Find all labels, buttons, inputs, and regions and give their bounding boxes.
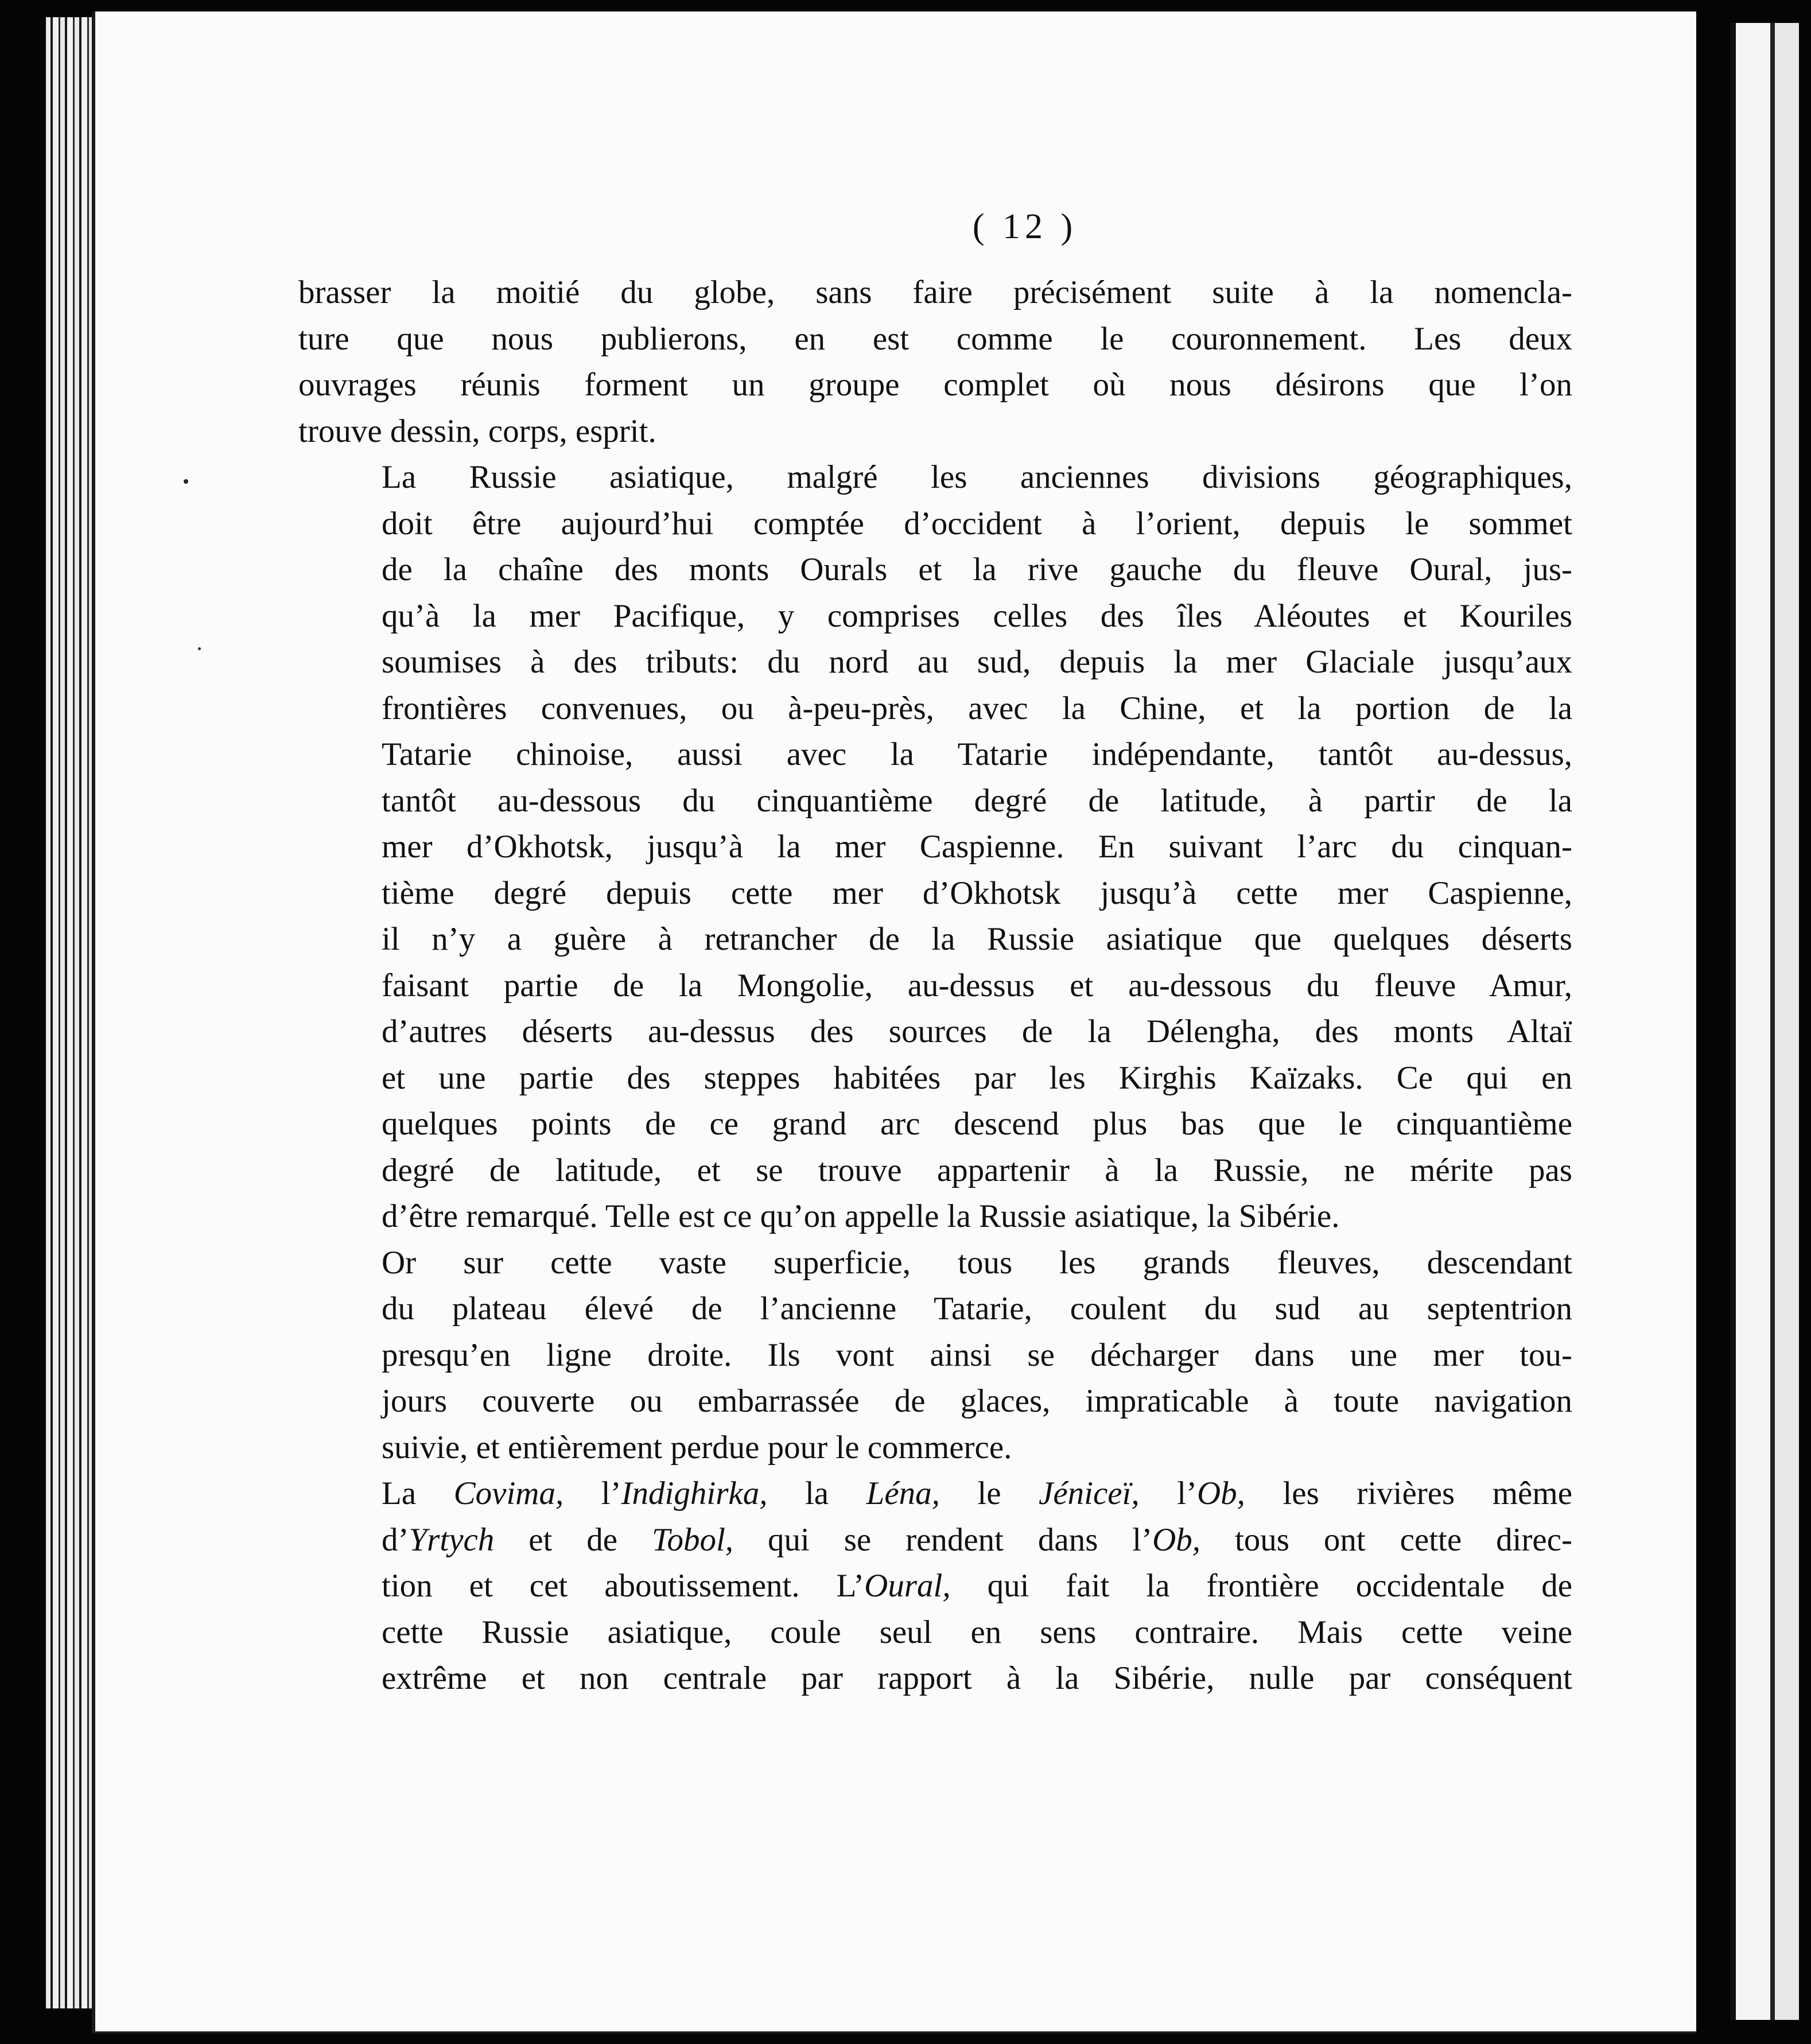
paragraph [298,1471,1572,1702]
text-run: les rivières même [1245,1475,1572,1511]
text-line: d’être remarqué. Telle est ce qu’on appelle la Russie asiatique, la Sibérie. [382,1198,1340,1234]
text-line [298,1656,1572,1702]
text-run: qui se rendent dans l’ [733,1521,1153,1558]
text-line: frontières convenues, ou à-peu-près, avec la Chine, et la portion de la [382,690,1572,726]
text-line: trouve dessin, corps, esprit. [298,413,656,449]
text-run: et de [494,1521,652,1558]
text-line: suivie, et entièrement perdue pour le commerce. [382,1429,1012,1466]
paragraph [298,1240,1572,1471]
text-line [298,1563,1572,1610]
next-leaf-edge [1730,23,1799,2020]
text-line: soumises à des tributs: du nord au sud, depuis la mer Glaciale jusqu’aux [382,644,1572,680]
text-line: ouvrages réunis forment un groupe complet où nous désirons que l’on [298,367,1572,403]
scan-speck [184,479,188,484]
text-line: jours couverte ou embarrassée de glaces, impraticable à toute navigation [382,1383,1572,1419]
text-run: d’ [382,1521,409,1558]
text-run: l’ [563,1475,621,1511]
text-line: tième degré depuis cette mer d’Okhotsk jusqu’à cette mer Caspienne, [382,875,1572,911]
body-text [298,270,1572,1702]
paragraph [298,270,1572,454]
text-run: qui fait la frontière occidentale de [950,1568,1573,1604]
text-line: il n’y a guère à retrancher de la Russie asiatique que quelques déserts [382,921,1572,957]
text-run: l’ [1139,1475,1198,1511]
text-line [298,1471,1572,1517]
italic-name: Covima, [453,1475,564,1511]
text-line: degré de latitude, et se trouve appartenir à la Russie, ne mérite pas [382,1152,1572,1188]
text-line: et une partie des steppes habitées par les Kirghis Kaïzaks. Ce qui en [382,1059,1572,1096]
italic-name: Oural, [864,1568,951,1604]
italic-name: Léna, [866,1475,940,1511]
text-run: le [939,1475,1039,1511]
text-run: tion et cet aboutissement. L’ [382,1568,865,1604]
text-run: tous ont cette direc- [1200,1521,1573,1558]
italic-name: Ob, [1152,1521,1201,1558]
text-line: Tatarie chinoise, aussi avec la Tatarie indépendante, tantôt au-dessus, [382,736,1572,772]
text-run: cette Russie asiatique, coule seul en sens contraire. Mais cette veine [382,1614,1572,1650]
text-line [298,1610,1572,1656]
text-line: ture que nous publierons, en est comme le couronnement. Les deux [298,320,1572,357]
text-run: la [767,1475,866,1511]
text-line: de la chaîne des monts Ourals et la rive gauche du fleuve Oural, jus- [382,551,1572,588]
text-run: La [382,1475,454,1511]
text-line: brasser la moitié du globe, sans faire précisément suite à la nomencla- [298,274,1572,310]
italic-name: Indighirka, [621,1475,768,1511]
italic-name: Tobol, [651,1521,734,1558]
italic-name: Ob, [1197,1475,1245,1511]
text-line: La Russie asiatique, malgré les anciennes divisions géographiques, [382,459,1572,495]
italic-name: Yrtych [409,1521,495,1558]
text-line: presqu’en ligne droite. Ils vont ainsi se décharger dans une mer tou- [382,1336,1572,1373]
text-line: qu’à la mer Pacifique, y comprises celles des îles Aléoutes et Kouriles [382,597,1572,634]
text-line: quelques points de ce grand arc descend plus bas que le cinquantième [382,1106,1572,1142]
paragraph [298,454,1572,1240]
page-number: ( 12 ) [972,207,1078,246]
text-line: doit être aujourd’hui comptée d’occident à l’orient, depuis le sommet [382,505,1572,542]
scan-speck [198,647,201,650]
text-line: tantôt au-dessous du cinquantième degré de latitude, à partir de la [382,782,1572,819]
text-line: du plateau élevé de l’ancienne Tatarie, coulent du sud au septentrion [382,1291,1572,1327]
text-run: extrême et non centrale par rapport à la Sibérie, nulle par conséquent [382,1660,1572,1696]
text-line: d’autres déserts au-dessus des sources de la Délengha, des monts Altaï [382,1013,1572,1050]
text-line: Or sur cette vaste superficie, tous les grands fleuves, descendant [382,1244,1572,1281]
text-line [298,1517,1572,1564]
text-line: faisant partie de la Mongolie, au-dessus et au-dessous du fleuve Amur, [382,967,1572,1004]
italic-name: Jéniceï, [1039,1475,1140,1511]
text-line: mer d’Okhotsk, jusqu’à la mer Caspienne. En suivant l’arc du cinquan- [382,829,1572,865]
